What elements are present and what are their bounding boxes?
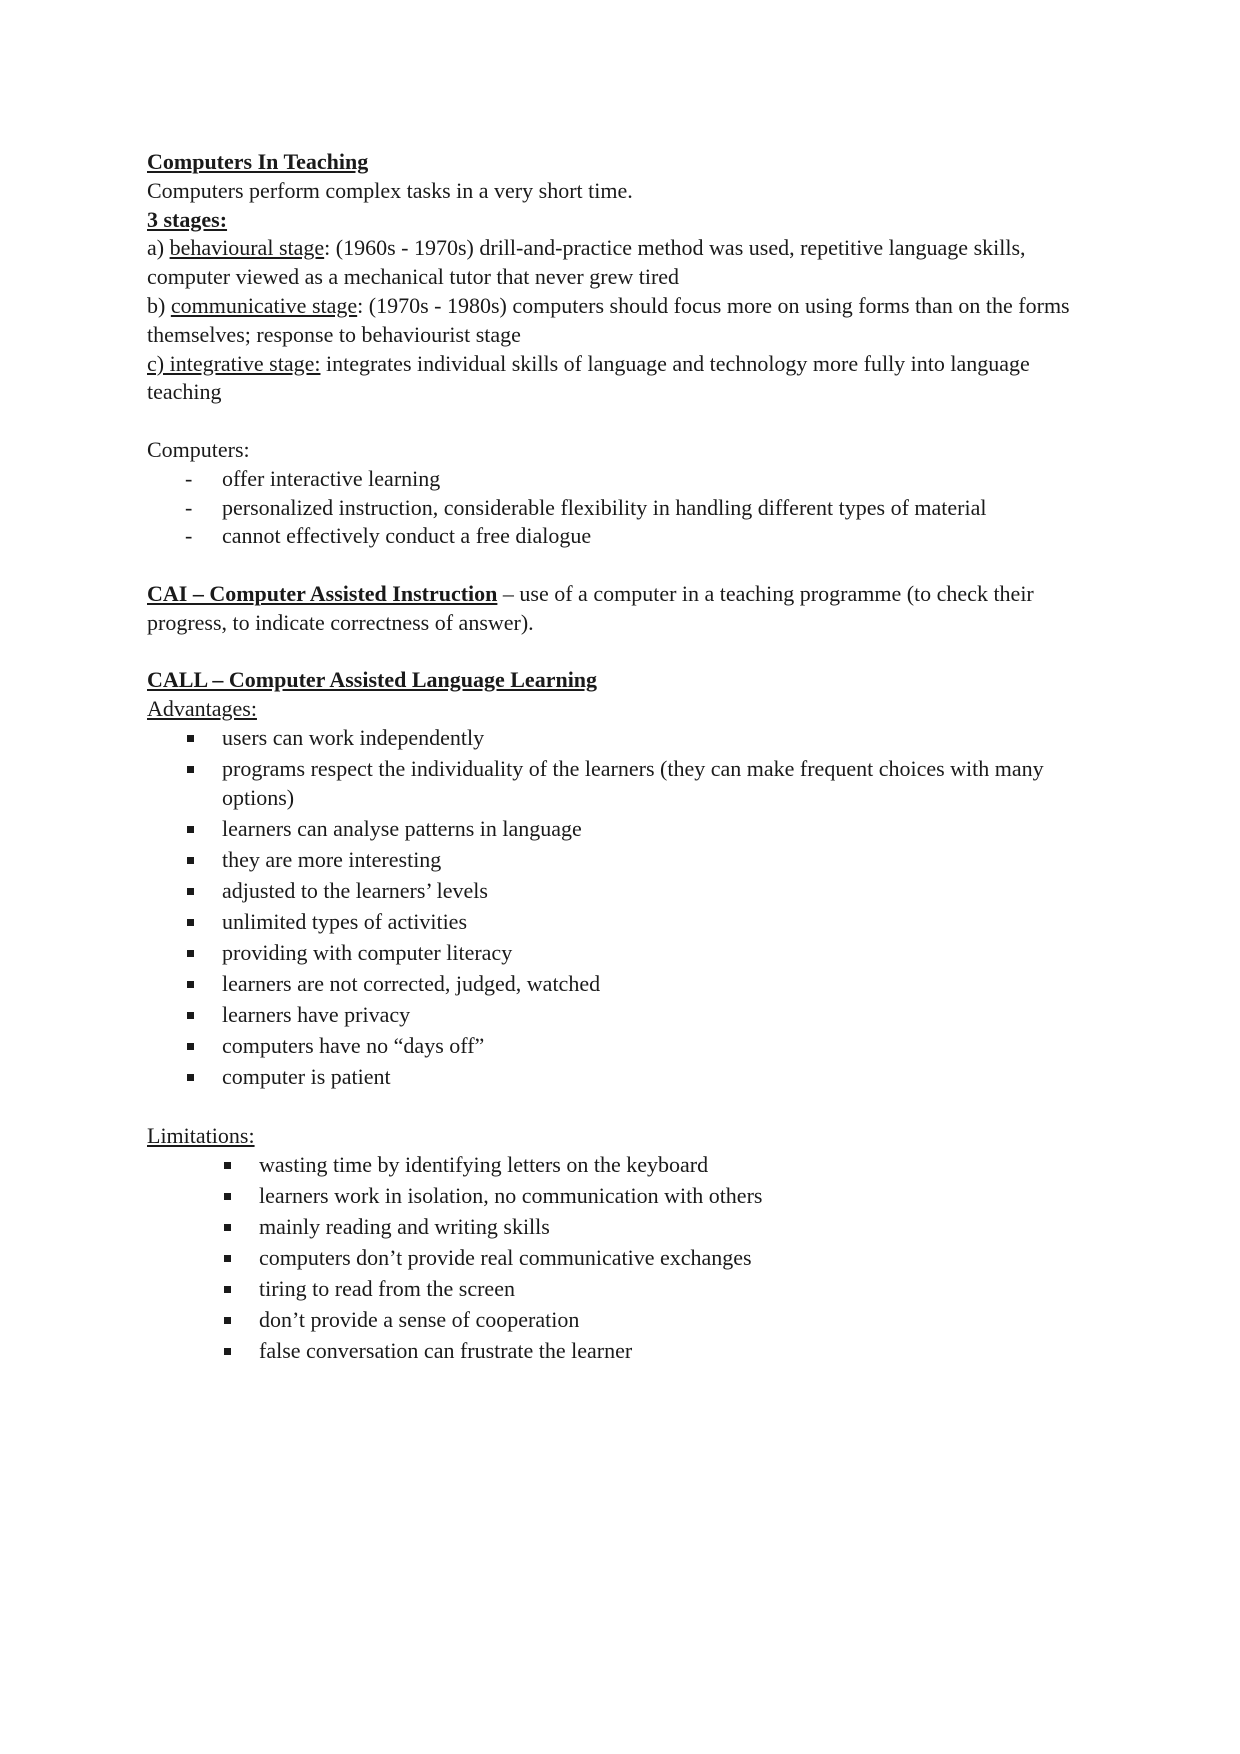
intro-text: Computers perform complex tasks in a very short time. [147,177,633,203]
square-bullet-icon [224,1255,231,1262]
square-bullet-icon [187,826,194,833]
list-item [147,1337,1097,1366]
square-bullet-icon [187,1074,194,1081]
list-item-text: cannot effectively conduct a free dialogue [222,523,592,549]
list-item [147,494,1097,523]
cai-definition [147,580,1097,638]
list-item-text: mainly reading and writing skills [259,1214,550,1240]
stages-heading: 3 stages: [147,206,228,232]
list-item-text: offer interactive learning [222,465,441,491]
cai-text: – use of a computer in a teaching programme (to check their progress, to indicate correctness of answer). [147,580,1034,635]
list-item [147,939,1097,968]
list-item [147,1213,1097,1242]
stage-prefix: b) [147,292,171,318]
spacer [147,638,1097,667]
list-item-text: adjusted to the learners’ levels [222,877,488,903]
list-item [147,1306,1097,1335]
square-bullet-icon [187,919,194,926]
list-item-text: learners can analyse patterns in language [222,815,582,841]
list-item-text: unlimited types of activities [222,908,468,934]
computers-label: Computers: [147,436,250,462]
spacer [147,551,1097,580]
square-bullet-icon [187,981,194,988]
stage-name: communicative stage [170,292,358,318]
limitations-label: Limitations: [147,1123,255,1149]
square-bullet-icon [187,766,194,773]
dash-bullet-icon: - [185,465,193,491]
list-item-text: computer is patient [222,1063,391,1089]
list-item [147,465,1097,494]
list-item-text: don’t provide a sense of cooperation [259,1307,580,1333]
stage-item-behavioural [147,234,1097,292]
list-item [147,846,1097,875]
list-item-text: learners have privacy [222,1001,411,1027]
square-bullet-icon [187,735,194,742]
list-item [147,522,1097,551]
spacer [147,1094,1097,1123]
square-bullet-icon [187,888,194,895]
dash-bullet-icon: - [185,494,193,520]
list-item-text: users can work independently [222,724,485,750]
square-bullet-icon [187,1043,194,1050]
list-item [147,755,1097,813]
stage-name: behavioural stage [169,235,325,261]
stage-name: c) integrative stage: [147,350,321,376]
square-bullet-icon [224,1317,231,1324]
list-item-text: providing with computer literacy [222,939,513,965]
list-item-text: computers have no “days off” [222,1032,485,1058]
stage-prefix: a) [147,235,170,261]
list-item [147,724,1097,753]
page-title: Computers In Teaching [147,149,369,174]
list-item [147,877,1097,906]
square-bullet-icon [187,857,194,864]
list-item [147,1182,1097,1211]
cai-term: CAI – Computer Assisted Instruction [147,580,498,606]
list-item-text: learners are not corrected, judged, watched [222,970,601,996]
list-item-text: personalized instruction, considerable flexibility in handling different types of material [222,494,987,520]
call-heading: CALL – Computer Assisted Language Learning [147,667,598,693]
square-bullet-icon [224,1162,231,1169]
advantages-label: Advantages: [147,696,257,722]
square-bullet-icon [224,1348,231,1355]
list-item [147,1275,1097,1304]
limitations-list [147,1151,1097,1366]
dash-bullet-icon: - [185,523,193,549]
list-item [147,815,1097,844]
list-item [147,1001,1097,1030]
list-item [147,908,1097,937]
spacer [147,407,1097,436]
stage-description: : (1970s - 1980s) computers should focus more on using forms than on the forms themselves; response to behaviourist stage [147,292,1070,347]
list-item-text: false conversation can frustrate the learner [259,1338,633,1364]
list-item [147,1063,1097,1092]
list-item [147,1244,1097,1273]
advantages-list [147,724,1097,1091]
square-bullet-icon [224,1286,231,1293]
computers-list [147,465,1097,551]
list-item [147,1151,1097,1180]
list-item-text: programs respect the individuality of the learners (they can make frequent choices with many options) [222,755,1044,810]
square-bullet-icon [187,950,194,957]
list-item-text: learners work in isolation, no communication with others [259,1183,763,1209]
square-bullet-icon [187,1012,194,1019]
list-item-text: tiring to read from the screen [259,1276,515,1302]
stage-description: integrates individual skills of language and technology more fully into language teaching [147,350,1030,405]
list-item-text: wasting time by identifying letters on the keyboard [259,1152,709,1178]
stage-item-communicative [147,292,1097,350]
list-item-text: computers don’t provide real communicative exchanges [259,1245,752,1271]
list-item [147,1032,1097,1061]
list-item-text: they are more interesting [222,846,442,872]
square-bullet-icon [224,1224,231,1231]
document-body [147,148,1097,1368]
stage-description: : (1960s - 1970s) drill-and-practice method was used, repetitive language skills, computer viewed as a mechanical tutor that never grew tired [147,235,1026,290]
stage-item-integrative [147,350,1097,408]
list-item [147,970,1097,999]
square-bullet-icon [224,1193,231,1200]
